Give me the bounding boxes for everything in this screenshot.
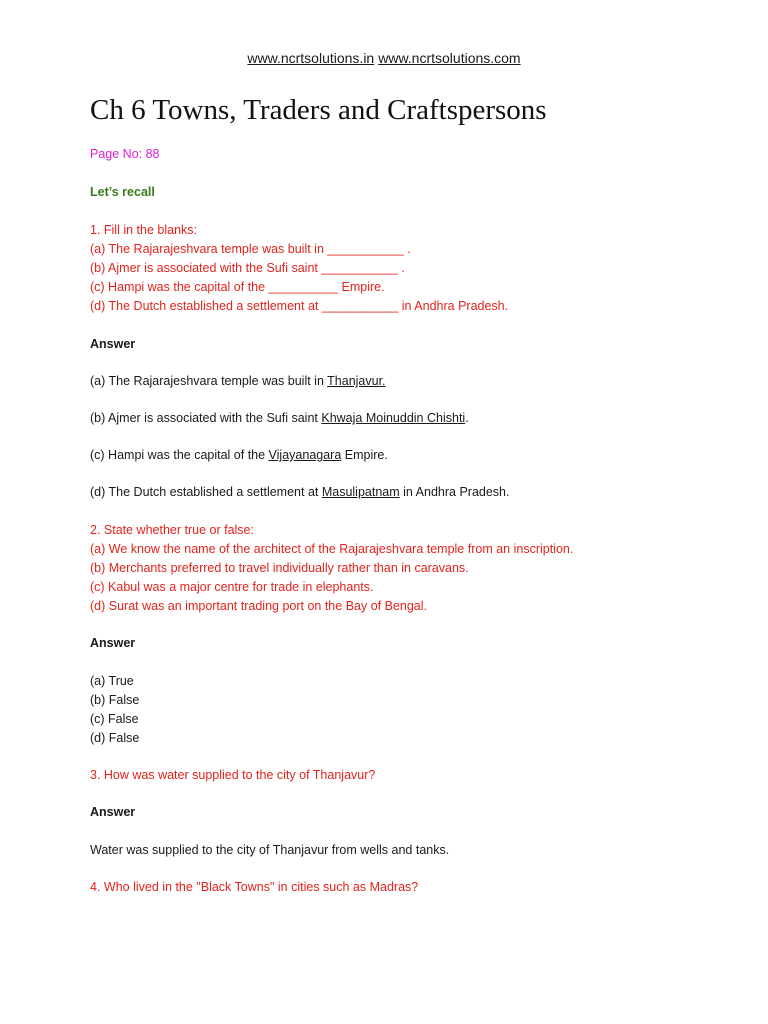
q2-item-c: (c) Kabul was a major centre for trade in elephants. xyxy=(90,580,374,594)
q1-answer-b xyxy=(90,410,469,426)
header-links xyxy=(0,49,768,67)
answer-key: Khwaja Moinuddin Chishti xyxy=(321,411,466,425)
q3-question: 3. How was water supplied to the city of Thanjavur? xyxy=(90,768,376,782)
q1-answer-label: Answer xyxy=(90,337,136,351)
q1-item-a: (a) The Rajarajeshvara temple was built in ___________ . xyxy=(90,242,411,256)
q2-item-a: (a) We know the name of the architect of the Rajarajeshvara temple from an inscription. xyxy=(90,542,574,556)
q1-item-b: (b) Ajmer is associated with the Sufi saint ___________ . xyxy=(90,261,405,275)
q2-answer-c: (c) False xyxy=(90,712,139,726)
answer-text: (b) Ajmer is associated with the Sufi saint xyxy=(90,411,322,425)
q1-heading: 1. Fill in the blanks: xyxy=(90,223,197,237)
page-title: Ch 6 Towns, Traders and Craftspersons xyxy=(90,94,547,126)
q1-answer-a xyxy=(90,373,386,389)
q2-answer-a: (a) True xyxy=(90,674,134,688)
q1-item-c: (c) Hampi was the capital of the __________ Empire. xyxy=(90,280,385,294)
q1-answer-d xyxy=(90,484,509,500)
answer-key: Thanjavur. xyxy=(327,374,386,388)
answer-text: Empire. xyxy=(341,448,388,462)
q2-answer-b: (b) False xyxy=(90,693,140,707)
answer-text: (d) The Dutch established a settlement at xyxy=(90,485,322,499)
answer-key: Vijayanagara xyxy=(268,448,342,462)
q2-item-d: (d) Surat was an important trading port on the Bay of Bengal. xyxy=(90,599,427,613)
q1-answer-c xyxy=(90,447,388,463)
link-ncrtsolutions-com[interactable]: www.ncrtsolutions.com xyxy=(378,50,521,66)
q3-answer-label: Answer xyxy=(90,805,136,819)
answer-text: (a) The Rajarajeshvara temple was built in xyxy=(90,374,328,388)
q3-answer: Water was supplied to the city of Thanjavur from wells and tanks. xyxy=(90,843,450,857)
answer-text: (c) Hampi was the capital of the xyxy=(90,448,269,462)
page-number: Page No: 88 xyxy=(90,147,160,161)
q2-answer-d: (d) False xyxy=(90,731,140,745)
answer-text: in Andhra Pradesh. xyxy=(399,485,510,499)
answer-key: Masulipatnam xyxy=(321,485,400,499)
answer-text: . xyxy=(465,411,469,425)
link-ncrtsolutions-in[interactable]: www.ncrtsolutions.in xyxy=(247,50,375,66)
q4-question: 4. Who lived in the "Black Towns" in cities such as Madras? xyxy=(90,880,419,894)
section-label: Let’s recall xyxy=(90,185,155,199)
q2-answer-label: Answer xyxy=(90,636,136,650)
q2-item-b: (b) Merchants preferred to travel individually rather than in caravans. xyxy=(90,561,469,575)
q1-item-d: (d) The Dutch established a settlement at ___________ in Andhra Pradesh. xyxy=(90,299,509,313)
q2-heading: 2. State whether true or false: xyxy=(90,523,254,537)
